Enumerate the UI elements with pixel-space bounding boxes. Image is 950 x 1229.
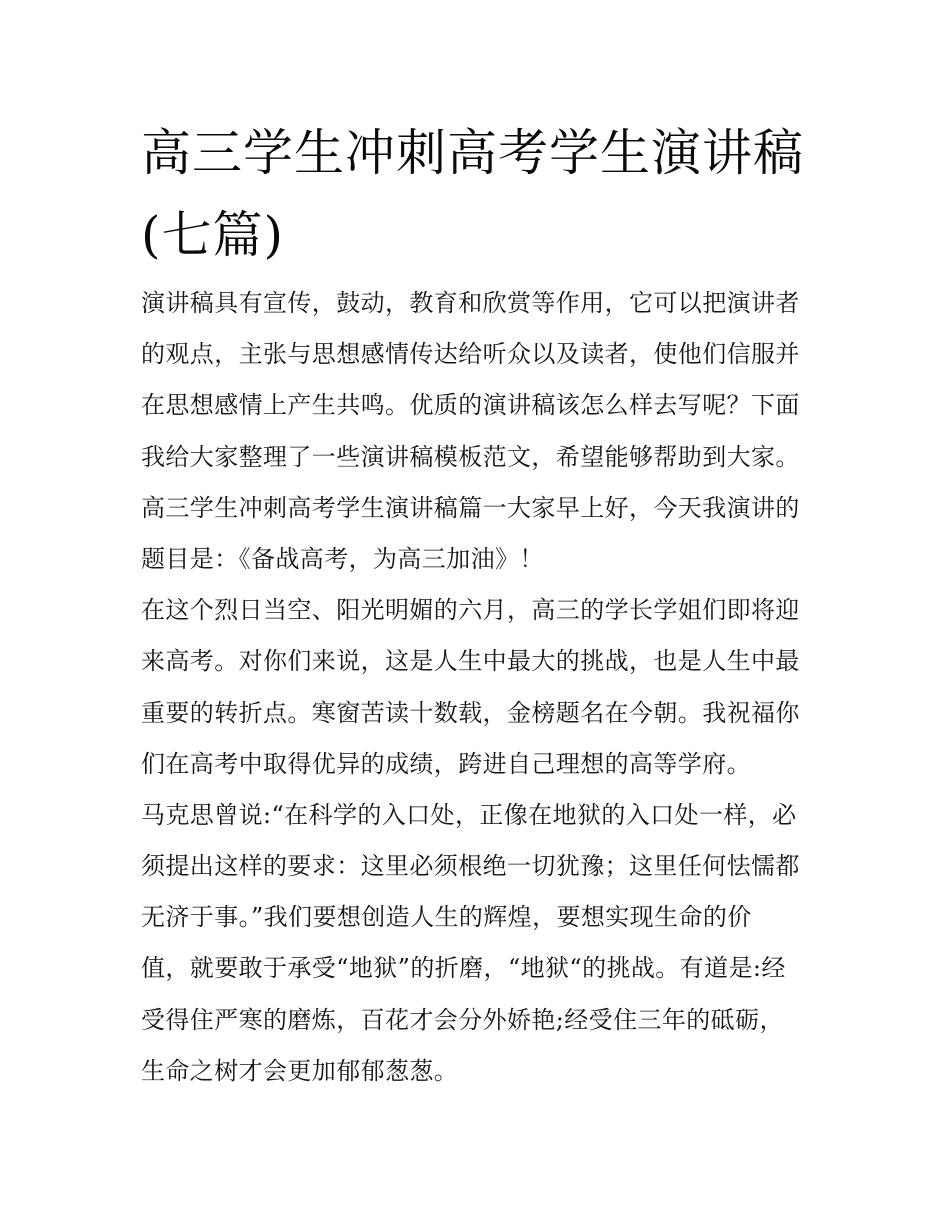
body-line: 在这个烈日当空、阳光明媚的六月，高三的学长学姐们即将迎 [141, 596, 800, 625]
body-line: 的观点，主张与思想感情传达给听众以及读者，使他们信服并 [141, 340, 800, 369]
body-line: 重要的转折点。寒窗苦读十数载，金榜题名在今朝。我祝福你 [141, 698, 800, 727]
body-line: 高三学生冲刺高考学生演讲稿篇一大家早上好，今天我演讲的 [141, 493, 800, 522]
title-line: (七篇) [141, 206, 285, 264]
body-line: 受得住严寒的磨炼，百花才会分外娇艳;经受住三年的砥砺， [141, 1005, 784, 1034]
body-line: 来高考。对你们来说，这是人生中最大的挑战，也是人生中最 [141, 647, 800, 676]
document-body [141, 278, 813, 1097]
body-line: 值，就要敢于承受“地狱”的折磨，“地狱“的挑战。有道是:经 [141, 954, 786, 983]
body-line: 生命之树才会更加郁郁葱葱。 [141, 1056, 459, 1085]
title-line: 高三学生冲刺高考学生演讲稿 [141, 124, 804, 182]
body-line: 须提出这样的要求：这里必须根绝一切犹豫；这里任何怯懦都 [141, 852, 800, 881]
body-line: 们在高考中取得优异的成绩，跨进自己理想的高等学府。 [141, 749, 751, 778]
body-line: 我给大家整理了一些演讲稿模板范文，希望能够帮助到大家。 [141, 442, 800, 471]
body-line: 马克思曾说:“在科学的入口处，正像在地狱的入口处一样，必 [141, 800, 797, 829]
body-line: 题目是：《备战高考，为高三加油》！ [141, 544, 544, 573]
document-title [141, 112, 821, 276]
body-line: 演讲稿具有宣传，鼓动，教育和欣赏等作用，它可以把演讲者 [141, 289, 800, 317]
body-line: 在思想感情上产生共鸣。优质的演讲稿该怎么样去写呢？下面 [141, 391, 800, 420]
body-line: 无济于事。”我们要想创造人生的辉煌，要想实现生命的价 [141, 903, 752, 932]
